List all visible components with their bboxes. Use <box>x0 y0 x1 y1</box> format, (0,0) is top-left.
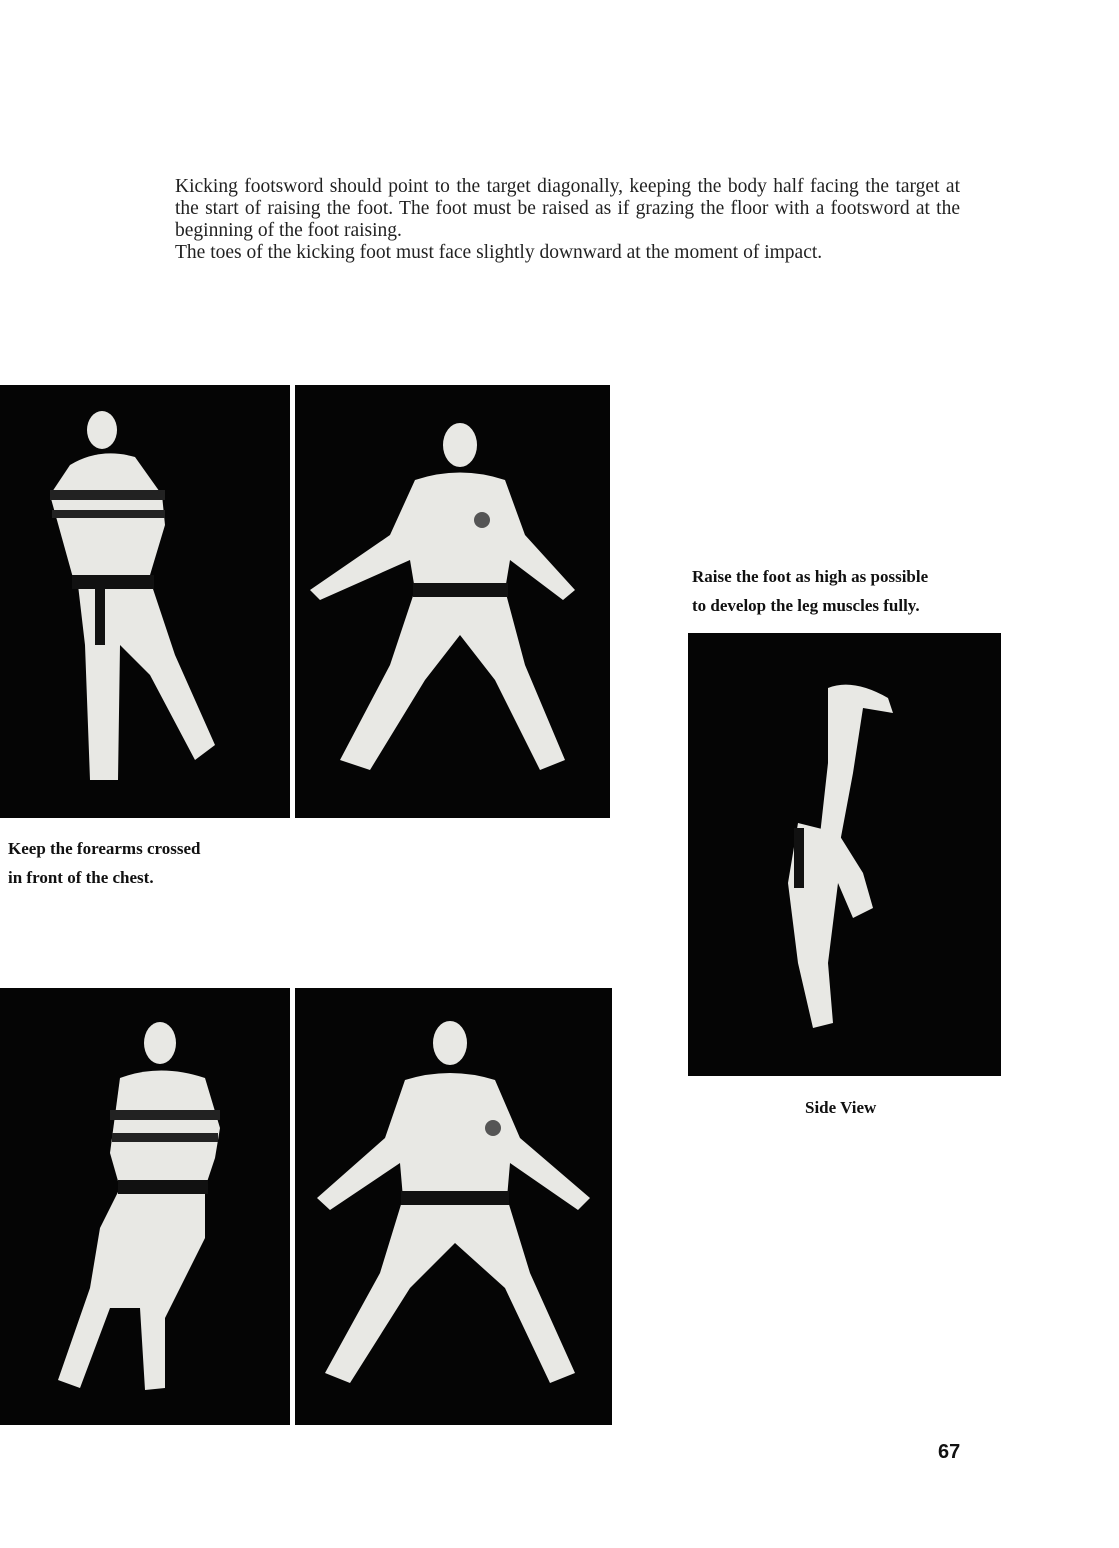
photo-crossed-forearms-bottom <box>0 988 290 1425</box>
caption-raise-foot-line1: Raise the foot as high as possible <box>692 567 929 586</box>
caption-raise-foot-line2: to develop the leg muscles fully. <box>692 596 920 615</box>
caption-side-view <box>805 1093 955 1122</box>
caption-raise-foot <box>692 562 1112 620</box>
photo-crossed-forearms-top <box>0 385 290 818</box>
caption-forearms-crossed <box>8 834 308 892</box>
intro-paragraph-2: The toes of the kicking foot must face slightly downward at the moment of impact. <box>175 242 823 263</box>
photo-front-stance-bottom <box>295 988 612 1425</box>
photo-front-stance-top <box>295 385 610 818</box>
photo-side-view-kick <box>688 633 1001 1076</box>
caption-forearms-line1: Keep the forearms crossed <box>8 839 201 858</box>
caption-side-view-text: Side View <box>805 1098 877 1117</box>
intro-text <box>175 176 960 264</box>
caption-forearms-line2: in front of the chest. <box>8 868 154 887</box>
intro-paragraph-1: Kicking footsword should point to the target diagonally, keeping the body half facing the target at the start of raising the foot. The foot must be raised as if grazing the floor with a footsword at the beginning of the foot raising. <box>175 176 960 241</box>
page-number: 67 <box>938 1441 961 1463</box>
